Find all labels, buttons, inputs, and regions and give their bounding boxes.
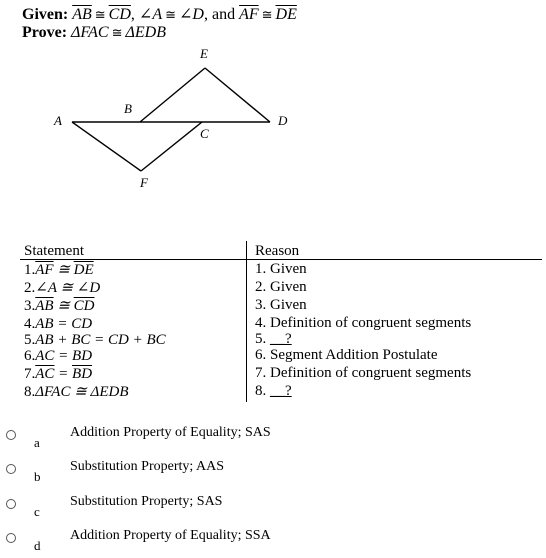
statement-number: 6. bbox=[24, 348, 36, 364]
statement-number: 1. bbox=[24, 262, 36, 278]
statement-part: ≅ bbox=[53, 298, 74, 314]
segment-be bbox=[140, 68, 205, 122]
proof-statement-5 bbox=[24, 332, 166, 348]
given-statement bbox=[22, 6, 297, 24]
statement-part: $\overline{AF}$ bbox=[35, 262, 54, 278]
label-c: C bbox=[200, 126, 209, 141]
prove-triangle-fac: ΔFAC bbox=[71, 24, 109, 41]
given-segment-de: $\overline{DE}$ bbox=[275, 6, 297, 23]
reason-text: 2. Given bbox=[255, 279, 307, 295]
congruent-symbol: ≅ bbox=[94, 7, 106, 22]
choice-text[interactable]: Addition Property of Equality; SSA bbox=[70, 528, 271, 543]
choice-text[interactable]: Substitution Property; AAS bbox=[70, 459, 225, 474]
statement-part: ≅ bbox=[53, 262, 74, 278]
proof-column-divider bbox=[246, 241, 247, 402]
proof-reason-6 bbox=[255, 347, 438, 363]
statement-part: = bbox=[54, 348, 73, 364]
proof-statement-4 bbox=[24, 316, 92, 332]
radio-button-b[interactable] bbox=[6, 464, 16, 474]
given-segment-af: $\overline{AF}$ bbox=[239, 6, 259, 23]
choice-a[interactable] bbox=[0, 425, 546, 455]
radio-button-d[interactable] bbox=[6, 533, 16, 543]
proof-reason-1 bbox=[255, 261, 307, 277]
proof-reason-7 bbox=[255, 365, 471, 381]
proof-statement-6 bbox=[24, 348, 92, 364]
statement-part: AB bbox=[35, 316, 54, 332]
label-b: B bbox=[124, 101, 132, 116]
choice-b[interactable] bbox=[0, 459, 546, 489]
statement-number: 8. bbox=[24, 384, 36, 400]
congruent-symbol: ≅ bbox=[111, 25, 123, 40]
choice-letter: d bbox=[34, 538, 41, 553]
proof-reason-3 bbox=[255, 297, 307, 313]
label-e: E bbox=[200, 46, 208, 61]
label-a: A bbox=[54, 113, 62, 128]
triangle-figure bbox=[0, 40, 546, 200]
statement-number: 2. bbox=[24, 280, 36, 296]
proof-statement-2 bbox=[24, 280, 100, 296]
proof-statement-7 bbox=[24, 366, 92, 382]
radio-button-a[interactable] bbox=[6, 430, 16, 440]
segment-af bbox=[72, 122, 141, 171]
reason-header: Reason bbox=[255, 243, 300, 259]
given-segment-ab: $\overline{AB}$ bbox=[72, 6, 92, 23]
statement-header: Statement bbox=[24, 243, 84, 259]
reason-text: 8. bbox=[255, 383, 270, 399]
statement-number: 7. bbox=[24, 366, 36, 382]
statement-part: ΔEDB bbox=[90, 384, 129, 400]
statement-part: = bbox=[53, 316, 72, 332]
radio-button-c[interactable] bbox=[6, 499, 16, 509]
reason-text: 4. Definition of congruent segments bbox=[255, 315, 472, 331]
choice-letter: b bbox=[34, 469, 41, 484]
statement-part: AC bbox=[35, 348, 55, 364]
choice-text[interactable]: Addition Property of Equality; SAS bbox=[70, 425, 271, 440]
prove-label: Prove: bbox=[22, 24, 68, 41]
given-segment-cd: $\overline{CD}$ bbox=[108, 6, 131, 23]
given-angle-d: ∠D bbox=[179, 6, 204, 23]
reason-blank: __? bbox=[270, 383, 292, 399]
choice-letter: c bbox=[34, 504, 40, 519]
proof-statement-1 bbox=[24, 262, 94, 278]
label-f: F bbox=[140, 175, 148, 190]
choice-text[interactable]: Substitution Property; SAS bbox=[70, 494, 223, 509]
proof-reason-5 bbox=[255, 331, 292, 347]
statement-part: $\overline{BD}$ bbox=[72, 366, 93, 382]
given-angle-a: ∠A bbox=[138, 6, 163, 23]
reason-blank: __? bbox=[270, 331, 292, 347]
reason-text: 7. Definition of congruent segments bbox=[255, 365, 472, 381]
reason-text: 3. Given bbox=[255, 297, 307, 313]
proof-statement-8 bbox=[24, 384, 129, 400]
reason-text: 1. Given bbox=[255, 261, 307, 277]
reason-text: 5. bbox=[255, 331, 270, 347]
reason-text: 6. Segment Addition Postulate bbox=[255, 347, 438, 363]
congruent-symbol: ≅ bbox=[165, 7, 176, 22]
proof-header-divider bbox=[20, 259, 542, 260]
figure-lines bbox=[72, 68, 270, 171]
statement-part: = bbox=[54, 366, 73, 382]
statement-part: $\overline{AB}$ bbox=[35, 298, 54, 314]
statement-part: ≅ bbox=[70, 384, 91, 400]
statement-part: BD bbox=[72, 348, 93, 364]
statement-part: ≅ bbox=[56, 280, 77, 296]
given-and: , and bbox=[203, 6, 236, 23]
proof-reason-4 bbox=[255, 315, 471, 331]
choice-d[interactable] bbox=[0, 528, 546, 558]
segment-ed bbox=[205, 68, 270, 122]
given-comma: , bbox=[130, 6, 135, 23]
label-d: D bbox=[278, 113, 288, 128]
statement-part: $\overline{DE}$ bbox=[73, 262, 94, 278]
proof-statement-3 bbox=[24, 298, 95, 314]
statement-part: ∠A bbox=[35, 280, 57, 296]
statement-number: 4. bbox=[24, 316, 36, 332]
statement-part: ΔFAC bbox=[35, 384, 71, 400]
statement-part: $\overline{AC}$ bbox=[35, 366, 55, 382]
proof-reason-2 bbox=[255, 279, 307, 295]
statement-number: 3. bbox=[24, 298, 36, 314]
statement-part: CD bbox=[71, 316, 93, 332]
choice-c[interactable] bbox=[0, 494, 546, 524]
choice-letter: a bbox=[34, 435, 40, 450]
segment-fc bbox=[141, 122, 202, 171]
given-label: Given: bbox=[22, 6, 69, 23]
statement-part: $\overline{CD}$ bbox=[73, 298, 95, 314]
statement-number: 5. bbox=[24, 332, 36, 348]
statement-part: AB + BC = CD + BC bbox=[35, 332, 166, 348]
two-column-proof bbox=[20, 241, 542, 402]
prove-triangle-edb: ΔEDB bbox=[125, 24, 166, 41]
statement-part: ∠D bbox=[76, 280, 101, 296]
proof-reason-8 bbox=[255, 383, 292, 399]
congruent-symbol: ≅ bbox=[261, 7, 273, 22]
